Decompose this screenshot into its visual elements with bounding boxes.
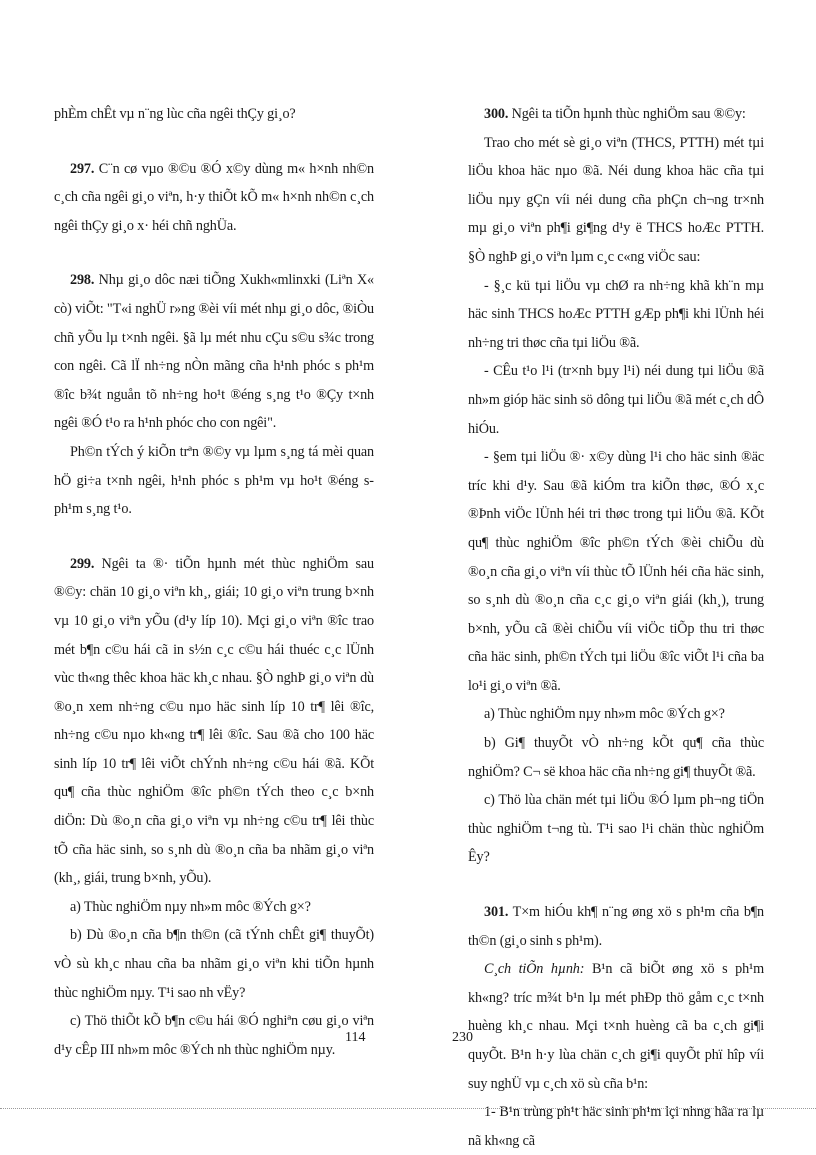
question-299-part-c: c) Thö thiÕt kÕ b¶n c©u hái ®Ó nghiªn cøu gi¸o viªn d¹y cÊp III nh»m môc ®Ých nh thùc nghiÖm nµy.: [54, 1013, 374, 1058]
left-column: [54, 100, 374, 1064]
page-number-left: 114: [345, 1030, 366, 1045]
question-300-part-b: b) Gi¶ thuyÕt vÒ nh÷ng kÕt qu¶ cña thùc nghiÖm? C¬ së khoa häc cña nh÷ng gi¶ thuyÕt ®ã.: [468, 735, 764, 780]
question-number: 301.: [484, 904, 509, 921]
question-300-part-a: a) Thùc nghiÖm nµy nh»m môc ®Ých g×?: [484, 706, 725, 723]
question-297: [54, 155, 374, 241]
question-300-step-1: - §¸c kü tµi liÖu vµ chØ ra nh÷ng khã kh¨n mµ häc sinh THCS hoÆc PTTH gÆp ph¶i khi lÜnh héi nh÷ng tri thøc cña tµi liÖu ®ã.: [468, 277, 764, 351]
question-300-step-3: - §em tµi liÖu ®· x©y dùng l¹i cho häc sinh ®äc tríc khi d¹y. Sau ®ã kiÓm tra kiÕn thøc, ®Ó x¸c ®Þnh viÖc lÜnh héi tri thøc trong tµi liÖu ®ã. KÕt qu¶ thùc nghiÖm ®îc ph©n tÝch ®èi chiÕu dù ®o¸n cña gi¸o viªn víi thùc tÕ lÜnh héi cña häc sinh, so s¸nh dù ®o¸n cña c¸c gi¸o viªn giái (kh¸), trung b×nh, yÕu cã ®èi chiÕu víi viÖc tiÕp thu tri thøc cña häc sinh, ph©n tÝch tµi liÖu ®îc viÕt l¹i cña ba lo¹i gi¸o viªn ®ã.: [468, 449, 764, 694]
question-text: Nhµ gi¸o dôc næi tiÕng Xukh«mlinxki (Liªn X« cò) viÕt: "T«i nghÜ r»ng ®èi víi mét nhµ gi¸o dôc, ®iÒu chñ yÕu lµ t×nh ngêi. §ã lµ mét nhu cÇu s©u s¾c trong con ngêi. Cã lÏ nh÷ng nÒn mãng cña h¹nh phóc s ph¹m ®îc b¾t nguån tõ nh÷ng ho¹t ®éng s¸ng t¹o ®Çy t×nh ngêi ®Ó t¹o ra h¹nh phóc cho con ngêi".: [54, 272, 374, 432]
question-text: C¨n cø vµo ®©u ®Ó x©y dùng m« h×nh nh©n c¸ch cña ngêi gi¸o viªn, h·y thiÕt kÕ m« h×nh nh©n c¸ch ngêi thÇy gi¸o x· héi chñ nghÜa.: [54, 160, 374, 234]
question-number: 298.: [70, 272, 95, 289]
method-label: C¸ch tiÕn hµnh:: [484, 961, 585, 978]
question-300-part-c: c) Thö lùa chän mét tµi liÖu ®Ó lµm ph¬ng tiÖn thùc nghiÖm t¬ng tù. T¹i sao l¹i chän thùc nghiÖm Êy?: [468, 792, 764, 866]
question-299-part-a: a) Thùc nghiÖm nµy nh»m môc ®Ých g×?: [70, 898, 311, 915]
page-bottom-divider: [0, 1108, 816, 1109]
question-text: Ngêi ta tiÕn hµnh thùc nghiÖm sau ®©y:: [508, 106, 746, 122]
method-text: B¹n cã biÕt øng xö s ph¹m kh«ng? tríc m¾t b¹n lµ mét phÐp thö gåm c¸c t×nh huèng kh¸c nhau. Mçi t×nh huèng cã ba c¸ch gi¶i quyÕt. B¹n h·y lùa chän c¸ch gi¶i quyÕt phï hîp víi suy nghÜ vµ c¸ch xö sù cña b¹n:: [468, 961, 764, 1092]
continuation-paragraph: phÈm chÊt vµ n¨ng lùc cña ngêi thÇy gi¸o?: [54, 106, 296, 122]
question-301-item-1: 1- B¹n trùng ph¹t häc sinh ph¹m lçi nhng hãa ra lµ nã kh«ng cã: [468, 1104, 764, 1149]
question-300-step-2: - CÊu t¹o l¹i (tr×nh bµy l¹i) néi dung tµi liÖu ®ã nh»m gióp häc sinh sö dông tµi liÖu ®ã mét c¸ch dÔ hiÓu.: [468, 363, 764, 437]
question-301-method: [468, 955, 764, 1098]
question-300: [468, 100, 764, 129]
question-298: [54, 266, 374, 438]
question-300-setup: Trao cho mét sè gi¸o viªn (THCS, PTTH) mét tµi liÖu khoa häc nµo ®ã. Néi dung khoa häc cña tµi liÖu nµy gÇn víi néi dung cña phÇn ch¬ng tr×nh mµ gi¸o viªn ph¶i gi¶ng d¹y ë THCS hoÆc PTTH. §Ò nghÞ gi¸o viªn lµm c¸c c«ng viÖc sau:: [468, 134, 764, 265]
question-text: Ngêi ta ®· tiÕn hµnh mét thùc nghiÖm sau ®©y: chän 10 gi¸o viªn kh¸, giái; 10 gi¸o viªn trung b×nh vµ 10 gi¸o viªn yÕu (d¹y líp 10). Mçi gi¸o viªn ®îc trao mét b¶n c©u hái cã in s½n c¸c c©u hái thuéc c¸c lÜnh vùc th«ng thêc khoa häc kh¸c nhau. §Ò nghÞ gi¸o viªn dù ®o¸n xem nh÷ng c©u nµo häc sinh líp 10 tr¶ lêi ®îc, nh÷ng c©u nµo kh«ng tr¶ lêi ®îc. Sau ®ã cho 100 häc sinh líp 10 tr¶ lêi viÕt chÝnh nh÷ng c©u hái ®ã. KÕt qu¶ cña thùc nghiÖm ®îc ph©n tÝch theo c¸c b×nh diÖn: Dù ®o¸n cña gi¸o viªn vµ nh÷ng c©u tr¶ lêi thùc tÕ cña häc sinh, so s¸nh dù ®o¸n cña ba nhãm gi¸o viªn (kh¸, giái, trung b×nh, yÕu).: [54, 555, 374, 887]
question-301: [468, 898, 764, 955]
page-number-right: 230: [452, 1030, 473, 1045]
question-number: 297.: [70, 160, 95, 177]
question-text: T×m hiÓu kh¶ n¨ng øng xö s ph¹m cña b¶n th©n (gi¸o sinh s ph¹m).: [468, 904, 764, 949]
question-298-task: Ph©n tÝch ý kiÕn trªn ®©y vµ lµm s¸ng tá mèi quan hÖ gi÷a t×nh ngêi, h¹nh phóc s ph¹m vµ ho¹t ®éng s ph¹m s¸ng t¹o.: [54, 443, 374, 518]
question-299-part-b: b) Dù ®o¸n cña b¶n th©n (cã tÝnh chÊt gi¶ thuyÕt) vÒ sù kh¸c nhau cña ba nhãm gi¸o viªn khi tiÕn hµnh thùc nghiÖm nµy. T¹i sao nh vËy?: [54, 927, 374, 1001]
question-299: [54, 550, 374, 893]
right-column: [468, 100, 764, 1155]
question-number: 299.: [70, 555, 95, 572]
question-number: 300.: [484, 106, 509, 122]
